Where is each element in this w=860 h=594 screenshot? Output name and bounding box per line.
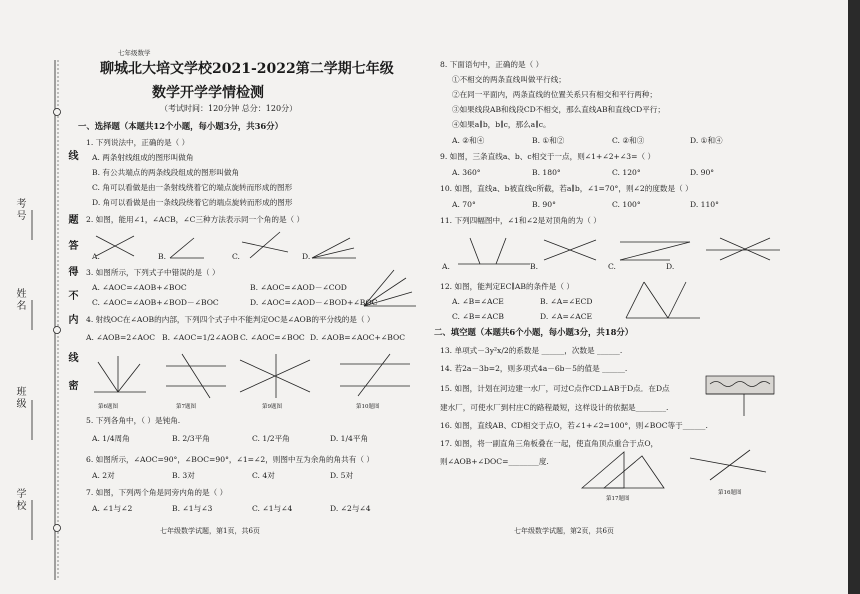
q15-figure — [704, 374, 778, 420]
seal-char: 不 — [66, 290, 77, 302]
seal-char: 内 — [66, 314, 77, 326]
figure-caption: 第17题图 — [606, 496, 630, 502]
q7-option-c: C. ∠1与∠4 — [252, 504, 293, 513]
question-17-line-2: 则∠AOB+∠DOC=________度. — [440, 457, 549, 466]
binding-label-name: 姓名 — [14, 288, 25, 312]
seal-char: 得 — [66, 266, 77, 278]
q8-option-d: D. ①和④ — [690, 136, 723, 145]
q17-figure — [578, 448, 668, 492]
q4-option-c: C. ∠AOC=∠BOC — [240, 333, 305, 342]
q1-option-d: D. 角可以看做是由一条线段绕着它的端点旋转而形成的图形 — [92, 198, 293, 207]
q9-option-b: B. 180° — [532, 168, 561, 177]
question-7: 7. 如图，下列两个角是同旁内角的是（ ） — [86, 488, 228, 497]
q12-option-d: D. ∠A=∠ACE — [540, 312, 593, 321]
question-13: 13. 单项式－3y²x/2的系数是 ______，次数是 ______. — [440, 346, 623, 355]
q11-option-b: B. — [530, 262, 538, 271]
question-4: 4. 射线OC在∠AOB的内部，下列四个式子中不能判定OC是∠AOB的平分线的是（ ） — [86, 315, 375, 324]
q8-option-a: A. ②和④ — [452, 136, 485, 145]
q5-option-a: A. 1/4周角 — [92, 434, 130, 443]
question-12: 12. 如图，能判定EC∥AB的条件是（ ） — [440, 282, 574, 291]
seal-char: 题 — [66, 214, 77, 226]
q2-option-b: B. — [158, 252, 166, 261]
binding-label-school: 学校 — [14, 488, 25, 512]
q4-option-a: A. ∠AOB=2∠AOC — [86, 333, 156, 342]
q2-figures — [92, 228, 432, 268]
q4-option-b: B. ∠AOC=1/2∠AOB — [162, 333, 239, 342]
q2-option-c: C. — [232, 252, 240, 261]
question-5: 5. 下列各角中，（ ）是钝角. — [86, 416, 181, 425]
seal-char: 线 — [66, 352, 77, 364]
question-6: 6. 如图所示，∠AOC=90°，∠BOC=90°，∠1=∠2，则图中互为余角的角共有（ ） — [86, 455, 374, 464]
question-17-line-1: 17. 如图，将一副直角三角板叠在一起，使直角顶点重合于点O， — [440, 439, 659, 448]
q8-option-c: C. ②和③ — [612, 136, 645, 145]
q6-option-c: C. 4对 — [252, 471, 275, 480]
figure-caption: 第9题图 — [262, 404, 282, 410]
q16-figure — [688, 448, 768, 482]
question-1: 1. 下列说法中，正确的是（ ） — [86, 138, 190, 147]
q9-option-c: C. 120° — [612, 168, 641, 177]
figure-caption: 第16题图 — [718, 490, 742, 496]
exam-title: 聊城北大培文学校2021-2022第二学期七年级 — [100, 61, 394, 77]
subject-tag: 七年级数学 — [118, 49, 151, 57]
question-10: 10. 如图，直线a、b被直线c所截，若a∥b，∠1=70°，则∠2的度数是（ ） — [440, 184, 693, 193]
q5-option-b: B. 2/3平角 — [172, 434, 210, 443]
q9-option-d: D. 90° — [690, 168, 715, 177]
q1-option-a: A. 两条射线组成的图形叫做角 — [92, 153, 194, 162]
q11-option-c: C. — [608, 262, 616, 271]
q12-option-b: B. ∠A=∠ECD — [540, 297, 593, 306]
question-8: 8. 下面语句中，正确的是（ ） — [440, 60, 544, 69]
seal-char: 线 — [66, 150, 77, 162]
q10-option-d: D. 110° — [690, 200, 719, 209]
q10-option-b: B. 90° — [532, 200, 556, 209]
exam-info: （考试时间：120分钟 总分：120分） — [160, 104, 298, 113]
figure-caption: 第6题图 — [98, 404, 118, 410]
q1-option-c: C. 角可以看做是由一条射线绕着它的端点旋转而形成的图形 — [92, 183, 293, 192]
scan-edge — [848, 0, 860, 594]
page-footer-1: 七年级数学试题，第1页，共6页 — [160, 527, 260, 535]
q7-option-a: A. ∠1与∠2 — [92, 504, 133, 513]
binding-label-class: 班级 — [14, 386, 25, 410]
question-16: 16. 如图，直线AB、CD相交于点O，若∠1+∠2=100°，则∠BOC等于______. — [440, 421, 708, 430]
page-footer-2: 七年级数学试题，第2页，共6页 — [514, 527, 614, 535]
q3-option-a: A. ∠AOC=∠AOB+∠BOC — [92, 283, 187, 292]
seal-char: 答 — [66, 240, 77, 252]
q5-option-d: D. 1/4平角 — [330, 434, 369, 443]
question-9: 9. 如图，三条直线a、b、c相交于一点，则∠1+∠2+∠3=（ ） — [440, 152, 656, 161]
q7-option-b: B. ∠1与∠3 — [172, 504, 213, 513]
figure-caption: 第7题图 — [176, 404, 196, 410]
q1-option-b: B. 有公共端点的两条线段组成的图形叫做角 — [92, 168, 240, 177]
q2-option-d: D. — [302, 252, 311, 261]
q12-option-c: C. ∠B=∠ACB — [452, 312, 504, 321]
q2-option-a: A. — [92, 252, 100, 261]
q11-figures — [450, 230, 790, 270]
q9-option-a: A. 360° — [452, 168, 481, 177]
exam-subtitle: 数学开学学情检测 — [152, 85, 264, 101]
q8-statement-4: ④如果a∥b，b∥c，那么a∥c。 — [452, 120, 551, 129]
q11-option-a: A. — [442, 262, 450, 271]
q3-option-b: B. ∠AOC=∠AOD－∠COD — [250, 283, 347, 292]
question-11: 11. 下列四幅图中，∠1和∠2是对顶角的为（ ） — [440, 216, 601, 225]
question-14: 14. 若2a－3b=2，则多项式4a－6b－5的值是 ______. — [440, 364, 628, 373]
question-15-line-1: 15. 如图，计划在河边建一水厂，可过C点作CD⊥AB于D点．在D点 — [440, 384, 670, 393]
figure-caption: 第10题图 — [356, 404, 380, 410]
q8-statement-3: ③如果线段AB和线段CD不相交，那么直线AB和直线CD平行； — [452, 105, 665, 114]
q8-statement-2: ②在同一平面内，两条直线的位置关系只有相交和平行两种； — [452, 90, 658, 99]
q10-option-c: C. 100° — [612, 200, 641, 209]
q4-option-d: D. ∠AOB=∠AOC+∠BOC — [310, 333, 406, 342]
q12-figure — [624, 278, 704, 324]
q8-statement-1: ①不相交的两条直线叫做平行线； — [452, 75, 566, 84]
question-3: 3. 如图所示，下列式子中错误的是（ ） — [86, 268, 220, 277]
question-2: 2. 如图，能用∠1，∠ACB，∠C三种方法表示同一个角的是（ ） — [86, 215, 305, 224]
section-heading: 一、选择题（本题共12个小题，每小题3分，共36分） — [78, 121, 284, 131]
q11-option-d: D. — [666, 262, 675, 271]
q5-option-c: C. 1/2平角 — [252, 434, 290, 443]
binding-label-exam-number: 考号 — [14, 198, 25, 222]
q10-option-a: A. 70° — [452, 200, 476, 209]
q6-option-a: A. 2对 — [92, 471, 115, 480]
q3-option-d: D. ∠AOC=∠AOD－∠BOD+∠BOC — [250, 298, 378, 307]
q7-option-d: D. ∠2与∠4 — [330, 504, 371, 513]
seal-char: 密 — [66, 380, 77, 392]
q6-q10-figures — [90, 352, 420, 402]
q12-option-a: A. ∠B=∠ACE — [452, 297, 504, 306]
q8-option-b: B. ①和② — [532, 136, 565, 145]
section-heading: 二、填空题（本题共6个小题，每小题3分，共18分） — [434, 327, 634, 337]
q3-option-c: C. ∠AOC=∠AOB+∠BOD－∠BOC — [92, 298, 219, 307]
question-15-line-2: 建水厂，可使水厂到村庄C的路程最短，这样设计的依据是________. — [440, 403, 669, 412]
q6-option-b: B. 3对 — [172, 471, 195, 480]
q6-option-d: D. 5对 — [330, 471, 354, 480]
